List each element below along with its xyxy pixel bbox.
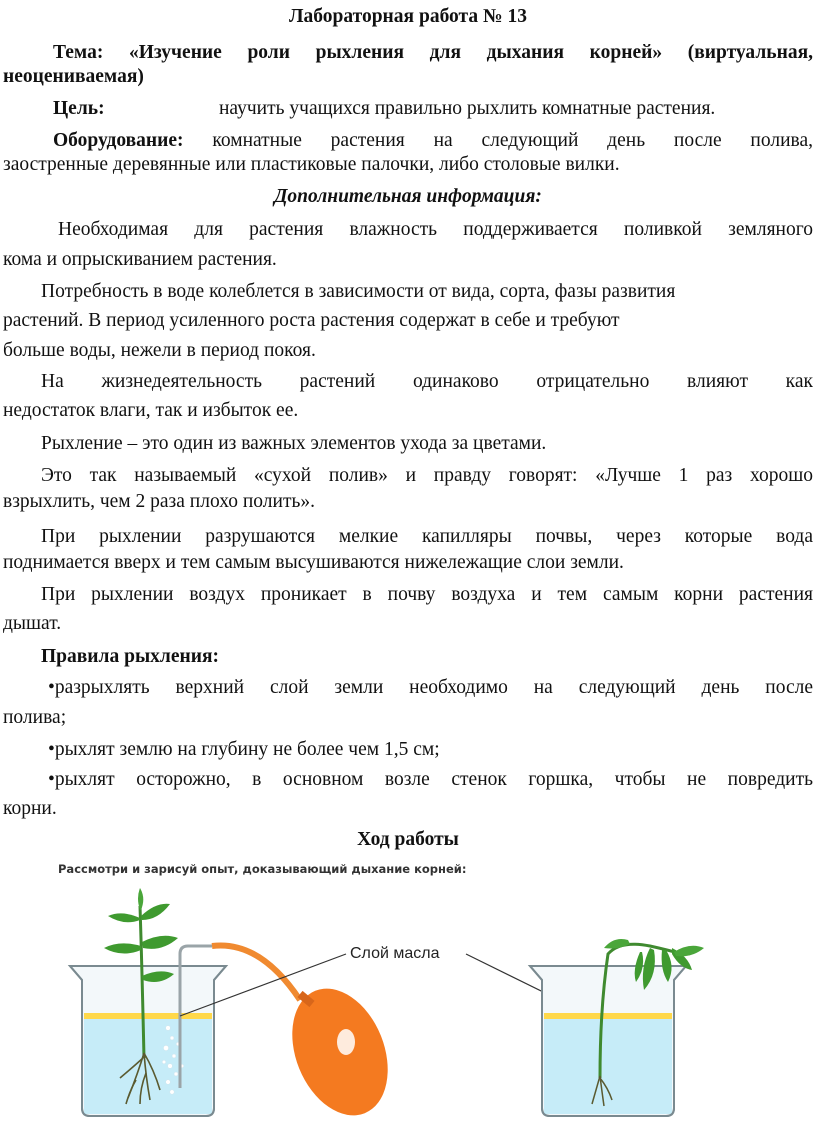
left-beaker xyxy=(70,966,226,1116)
theme-line-2: неоцениваемая) xyxy=(3,66,144,87)
equipment-label: Оборудование: xyxy=(53,130,184,151)
p5-line-2: взрыхлить, чем 2 раза плохо полить». xyxy=(3,491,315,512)
p3-line-2: недостаток влаги, так и избыток ее. xyxy=(3,400,299,421)
p3-line-1: На жизнедеятельность растений одинаково отрицательно влияют как xyxy=(41,371,813,392)
p1-line-1: Необходимая для растения влажность поддерживается поливкой земляного xyxy=(58,219,813,240)
p2-line-3: больше воды, нежели в период покоя. xyxy=(3,340,316,361)
oil-layer-label: Слой масла xyxy=(350,945,440,962)
p2-line-2: растений. В период усиленного роста растения содержат в себе и требуют xyxy=(3,310,620,331)
bullet-3-line-1: •рыхлят осторожно, в основном возле стенок горшка, чтобы не повредить xyxy=(48,769,813,790)
rules-heading: Правила рыхления: xyxy=(41,646,220,667)
p5-line-1: Это так называемый «сухой полив» и правду говорят: «Лучше 1 раз хорошо xyxy=(41,465,813,486)
right-beaker xyxy=(530,966,686,1116)
doc-title: Лабораторная работа № 13 xyxy=(289,6,527,27)
figure-caption: Рассмотри и зарисуй опыт, доказывающий дыхание корней: xyxy=(58,862,467,876)
goal-row xyxy=(3,97,813,121)
p7-line-2: дышат. xyxy=(3,613,62,634)
equipment-line-2: заостренные деревянные или пластиковые палочки, либо столовые вилки. xyxy=(3,154,620,175)
right-water xyxy=(544,1018,672,1114)
p7-line-1: При рыхлении воздух проникает в почву воздуха и тем самым корни растения xyxy=(41,584,813,605)
work-heading: Ход работы xyxy=(357,829,459,850)
goal-text: научить учащихся правильно рыхлить комнатные растения. xyxy=(219,98,716,119)
left-oil-layer xyxy=(84,1013,212,1019)
theme-line-1: Тема: «Изучение роли рыхления для дыхания корней» (виртуальная, xyxy=(53,42,813,63)
bullet-2: •рыхлят землю на глубину не более чем 1,5 см; xyxy=(48,739,440,760)
equipment-text-1: комнатные растения на следующий день после полива, xyxy=(212,130,813,151)
info-heading: Дополнительная информация: xyxy=(274,186,542,207)
p6-line-1: При рыхлении разрушаются мелкие капилляры почвы, через которые вода xyxy=(41,526,813,547)
p6-line-2: поднимается вверх и тем самым высушиваются нижележащие слои земли. xyxy=(3,552,624,573)
goal-label: Цель: xyxy=(53,98,105,119)
root-respiration-experiment-figure xyxy=(0,858,816,1132)
left-water xyxy=(84,1018,212,1114)
right-oil-layer xyxy=(544,1013,672,1019)
bullet-1-line-2: полива; xyxy=(3,707,67,728)
rubber-bulb xyxy=(274,974,405,1129)
p2-line-1: Потребность в воде колеблется в зависимости от вида, сорта, фазы развития xyxy=(41,281,676,302)
bullet-1-line-1: •разрыхлять верхний слой земли необходимо на следующий день после xyxy=(48,677,813,698)
p4-line-1: Рыхление – это один из важных элементов ухода за цветами. xyxy=(41,433,547,454)
bullet-3-line-2: корни. xyxy=(3,798,57,819)
equipment-line-1 xyxy=(3,129,813,153)
p1-line-2: кома и опрыскиванием растения. xyxy=(3,249,277,270)
